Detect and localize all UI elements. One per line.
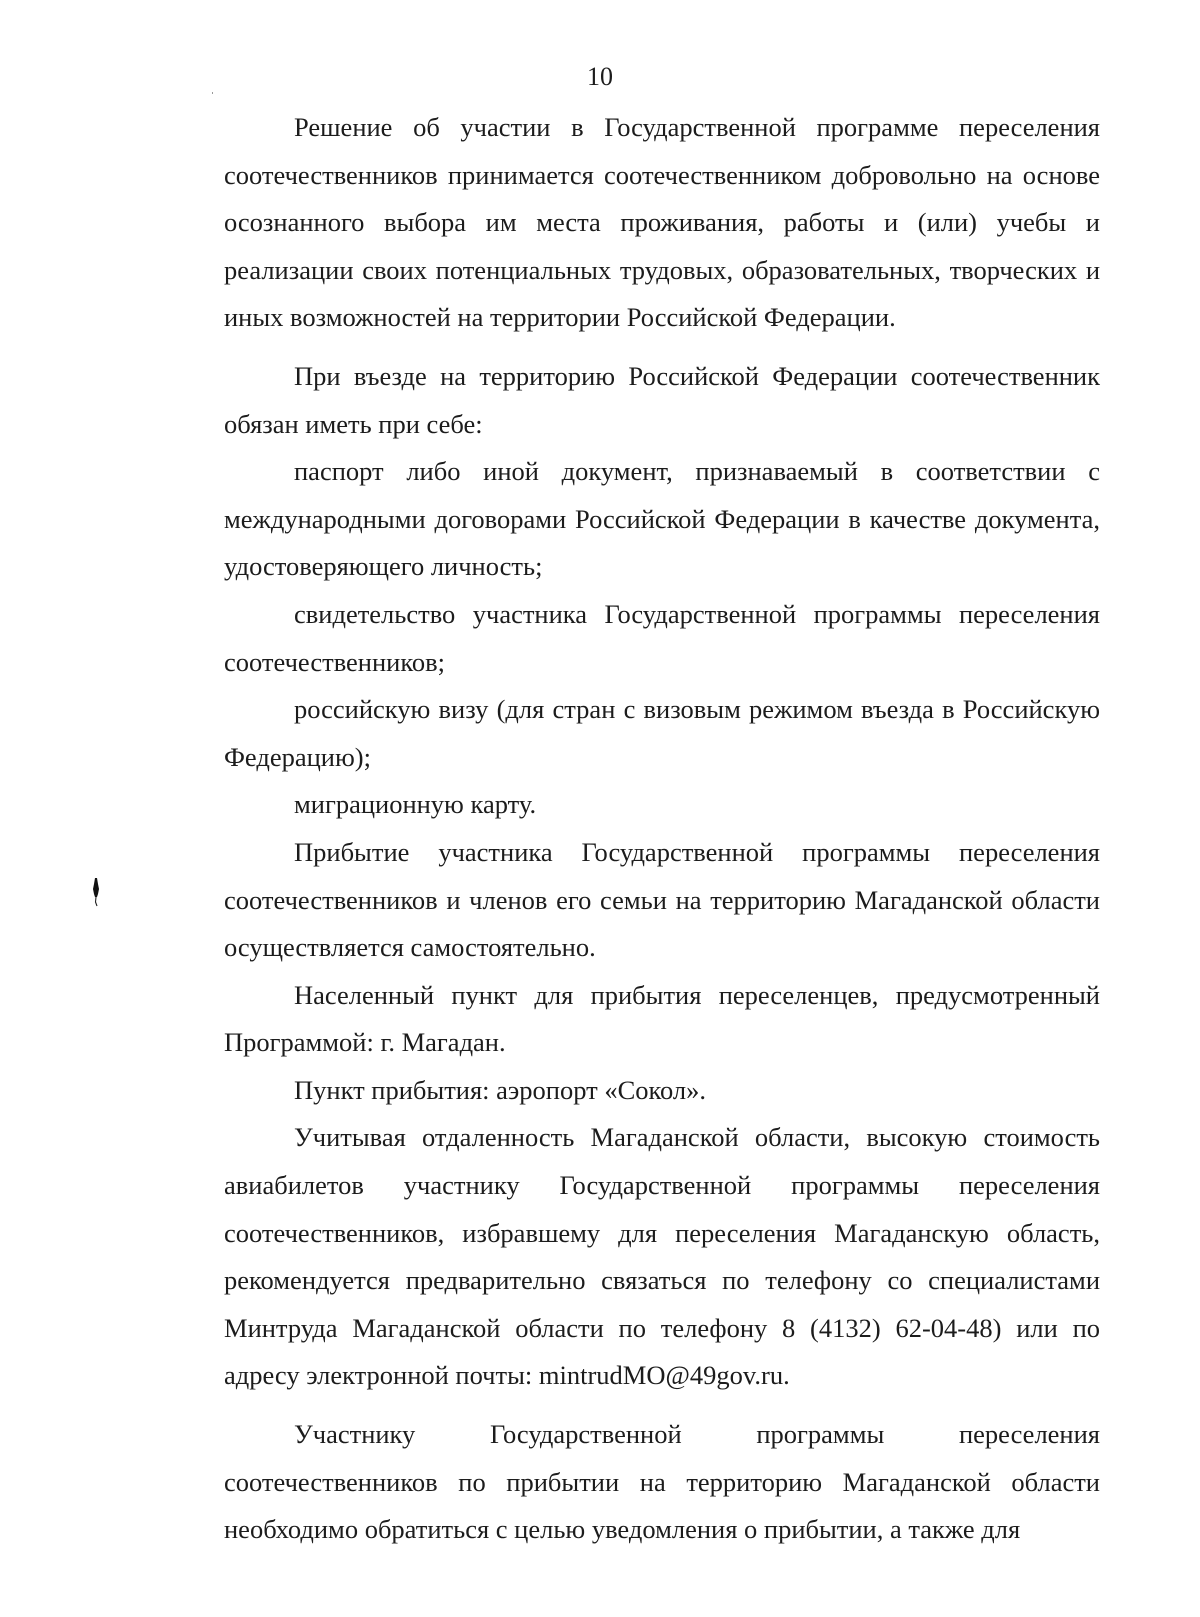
paragraph-arrival: Прибытие участника Государственной программы переселения соотечественников и членов его семьи на территорию Магаданской области осуществляется самостоятельно. xyxy=(224,836,1100,963)
paragraph-passport: паспорт либо иной документ, признаваемый в соответствии с международными договорами Российской Федерации в качестве документа, удостоверяющего личность; xyxy=(224,456,1100,582)
paragraph-notification: Участнику Государственной программы переселения соотечественников по прибытии на территорию Магаданской области необходимо обратиться с целью уведомления о прибытии, а также для xyxy=(224,1419,1100,1545)
paragraph-participation-decision: Решение об участии в Государственной программе переселения соотечественников принимается соотечественником добровольно на основе осознанного выбора им места проживания, работы и (или) учебы и реализации своих потенциальных трудовых, образовательных, творческих и иных возможностей на территории Российской Федерации. xyxy=(224,112,1100,333)
scan-speck xyxy=(212,92,213,94)
paragraph-settlement: Населенный пункт для прибытия переселенцев, предусмотренный Программой: г. Магадан. xyxy=(224,979,1100,1058)
page-number: 10 xyxy=(587,62,613,91)
paragraph-entry-requirements: При въезде на территорию Российской Федерации соотечественник обязан иметь при себе: xyxy=(224,360,1100,439)
document-text xyxy=(224,104,1100,1554)
paragraph-arrival-point: Пункт прибытия: аэропорт «Сокол». xyxy=(294,1074,707,1105)
paragraph-contact-recommendation: Учитывая отдаленность Магаданской области, высокую стоимость авиабилетов участнику Государственной программы переселения соотечественников, избравшему для переселения Магаданскую область, рекомендуется предварительно связаться по телефону со специалистами Минтруда Магаданской области по телефону 8 (4132) 62-04-48) или по адресу электронной почты: mintrudMO@49gov.ru. xyxy=(224,1122,1100,1391)
margin-ink-mark xyxy=(91,878,101,908)
paragraph-certificate: свидетельство участника Государственной программы переселения соотечественников; xyxy=(224,598,1100,677)
paragraph-migration-card: миграционную карту. xyxy=(294,789,537,820)
paragraph-visa: российскую визу (для стран с визовым режимом въезда в Российскую Федерацию); xyxy=(224,694,1100,772)
